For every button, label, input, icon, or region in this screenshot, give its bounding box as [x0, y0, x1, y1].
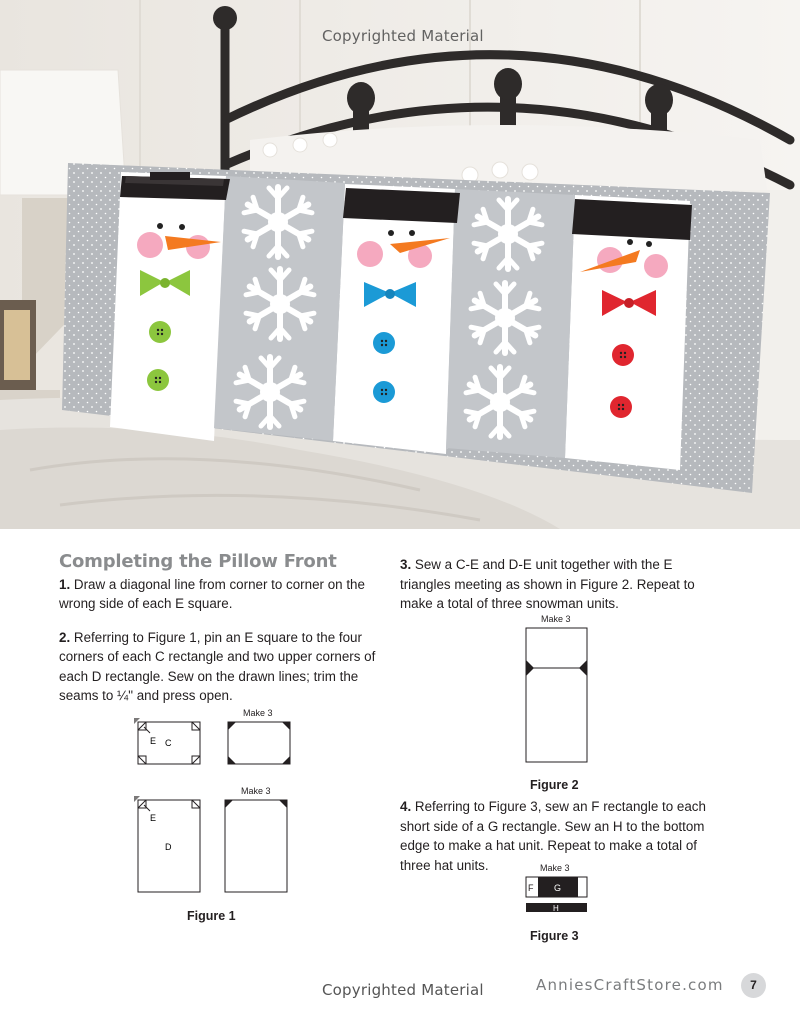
step-number: 1. — [59, 576, 71, 592]
step-text: Referring to Figure 3, sew an F rectangle to each short side of a G rectangle. Sew an H to the bottom edge to make a hat unit. Repeat to make a total of three hat units. — [400, 799, 706, 873]
left-column — [59, 552, 384, 706]
watermark-top: Copyrighted Material — [322, 27, 484, 45]
label-f: F — [528, 883, 534, 893]
step-text: Referring to Figure 1, pin an E square to the four corners of each C rectangle and two upper corners of each D rectangle. Sew on the drawn lines; trim the seams to ¼" and press open. — [59, 629, 376, 703]
label-c: C — [165, 738, 172, 748]
right-column-step-3 — [400, 555, 720, 614]
step-number: 2. — [59, 629, 71, 645]
step-number: 3. — [400, 557, 412, 572]
make-label: Make 3 — [241, 786, 271, 796]
figure-1-diagram — [130, 705, 300, 905]
footer-website: AnniesCraftStore.com — [536, 976, 724, 994]
label-e: E — [150, 813, 157, 823]
label-g: G — [554, 883, 562, 893]
make-label: Make 3 — [243, 708, 273, 718]
figure-3-diagram — [522, 873, 592, 915]
label-h: H — [553, 904, 559, 913]
step-text: Draw a diagonal line from corner to corner on the wrong side of each E square. — [59, 576, 365, 611]
watermark-bottom: Copyrighted Material — [322, 981, 484, 999]
make-label: Make 3 — [541, 614, 571, 624]
label-d: D — [165, 842, 172, 852]
page-number: 7 — [741, 973, 766, 998]
section-heading: Completing the Pillow Front — [59, 551, 337, 572]
figure-3-label: Figure 3 — [530, 929, 579, 943]
step-2 — [59, 628, 384, 706]
figure-2-diagram — [522, 624, 592, 766]
label-e: E — [150, 736, 157, 746]
step-1 — [59, 575, 384, 614]
figure-1-label: Figure 1 — [187, 909, 236, 923]
figure-2-label: Figure 2 — [530, 778, 579, 792]
step-3 — [400, 555, 720, 614]
step-text: Sew a C-E and D-E unit together with the E triangles meeting as shown in Figure 2. Repeat to make a total of three snowman units. — [400, 557, 695, 611]
step-number: 4. — [400, 799, 412, 814]
make-label: Make 3 — [540, 863, 570, 873]
